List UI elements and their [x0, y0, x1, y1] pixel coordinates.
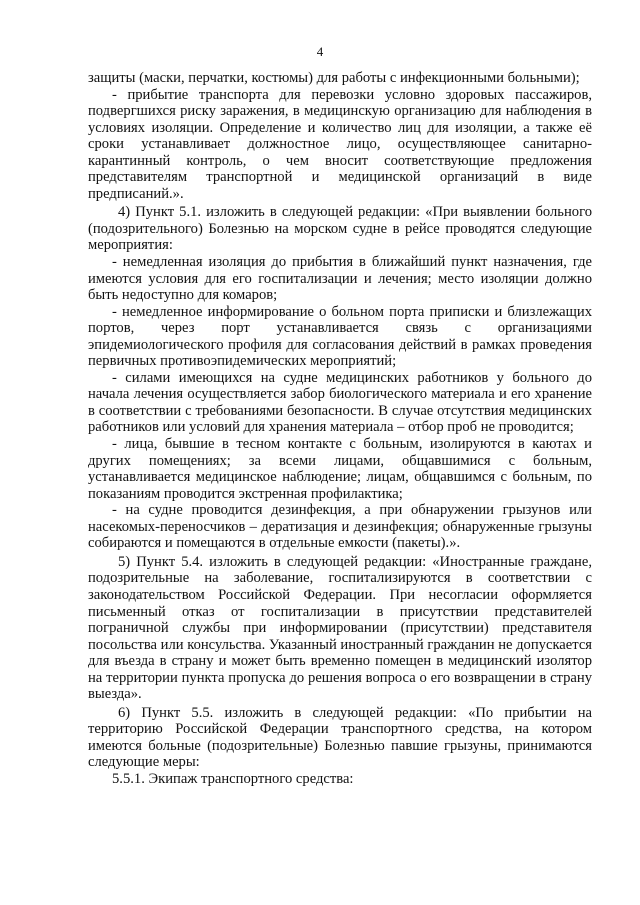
- paragraph: - силами имеющихся на судне медицинских работников у больного до начала лечения осуществляется забор биологического материала и его хранение в соответствии с требованиями безопасности. В случае отсутствия медицинских работников или условий для хранения материала – отбор проб не проводится;: [88, 369, 592, 436]
- document-body: [88, 70, 592, 788]
- paragraph: 4) Пункт 5.1. изложить в следующей редакции: «При выявлении больного (подозрительного) Болезнью на морском судне в рейсе проводятся следующие мероприятия:: [88, 204, 592, 254]
- paragraph: - немедленная изоляция до прибытия в ближайший пункт назначения, где имеются условия для его госпитализации и лечения; место изоляции должно быть недоступно для комаров;: [88, 254, 592, 304]
- paragraph: защиты (маски, перчатки, костюмы) для работы с инфекционными больными);: [88, 70, 580, 86]
- paragraph: - прибытие транспорта для перевозки условно здоровых пассажиров, подвергшихся риску заражения, в медицинскую организацию для наблюдения в условиях изоляции. Определение и количество лиц для изоляции, а также её сроки устанавливает должностное лицо, осуществляющее санитарно-карантинный контроль, о чем вносит соответствующие предложения представителям транспортной и медицинской организаций в виде предписаний.».: [88, 86, 592, 202]
- paragraph: - на судне проводится дезинфекция, а при обнаружении грызунов или насекомых-переносчиков – дератизация и дезинфекция; обнаруженные грызуны собираются и помещаются в отдельные емкости (пакеты).».: [88, 502, 592, 552]
- paragraph: 6) Пункт 5.5. изложить в следующей редакции: «По прибытии на территорию Российской Федерации транспортного средства, на котором имеются больные (подозрительные) Болезнью павшие грызуны, принимаются следующие меры:: [88, 704, 592, 771]
- paragraph: 5.5.1. Экипаж транспортного средства:: [112, 770, 354, 787]
- paragraph: - лица, бывшие в тесном контакте с больным, изолируются в каютах и других помещениях; за всеми лицами, общавшимися с больным, устанавливается медицинское наблюдение; лицам, общавшимся с больным, по показаниям проводится экстренная профилактика;: [88, 436, 592, 502]
- paragraph: - немедленное информирование о больном порта приписки и близлежащих портов, через порт устанавливается связь с организациями эпидемиологического профиля для согласования действий в рамках проведения первичных противоэпидемических мероприятий;: [88, 303, 592, 370]
- page-number: 4: [316, 44, 324, 59]
- paragraph: 5) Пункт 5.4. изложить в следующей редакции: «Иностранные граждане, подозрительные на заболевание, госпитализируются в соответствии с законодательством Российской Федерации. При несогласии оформляется письменный отказ от госпитализации в присутствии представителей пограничной службы при информировании (присутствии) представителя посольства или консульства. Указанный иностранный гражданин не допускается для въезда в страну и может быть временно помещен в медицинский изолятор на территории пункта пропуска до решения вопроса о его возвращении в страну выезда».: [88, 553, 593, 703]
